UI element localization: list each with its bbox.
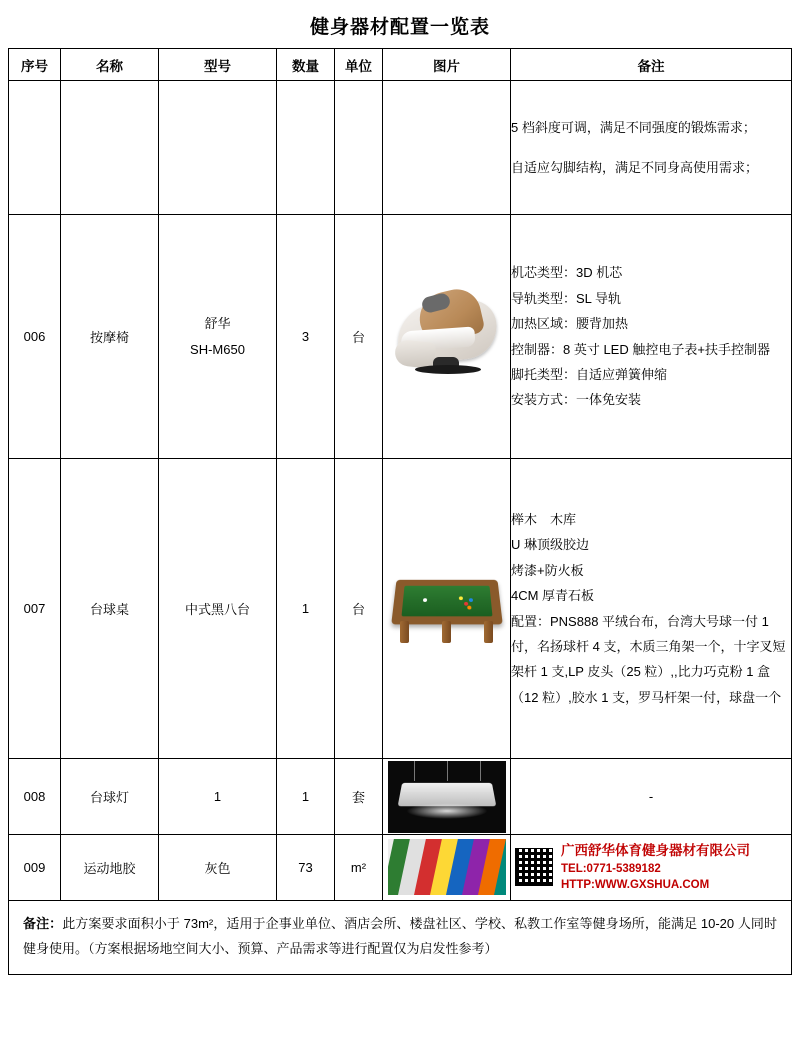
header-model: 型号 [159, 49, 277, 81]
header-note: 备注 [511, 49, 792, 81]
cell-qty [277, 81, 335, 215]
footer-note [8, 901, 792, 975]
cell-name: 按摩椅 [61, 215, 159, 459]
cell-unit: 套 [335, 759, 383, 835]
note-line: 机芯类型：3D 机芯 [511, 265, 623, 281]
cell-seq: 006 [9, 215, 61, 459]
cell-model: 中式黑八台 [159, 459, 277, 759]
cell-image [383, 835, 511, 901]
cell-unit: 台 [335, 215, 383, 459]
note-line: 4CM 厚青石板 [511, 588, 595, 604]
cell-qty: 73 [277, 835, 335, 901]
cell-image [383, 759, 511, 835]
note-line: 控制器：8 英寸 LED 触控电子表+扶手控制器 [511, 341, 770, 357]
note-line: 榉木 木库 [511, 512, 577, 528]
cell-qty: 3 [277, 215, 335, 459]
header-unit: 单位 [335, 49, 383, 81]
equipment-table [8, 48, 792, 901]
pool-table-icon [388, 565, 506, 653]
pool-lamp-icon [388, 761, 506, 833]
cell-note [511, 459, 792, 759]
table-row [9, 835, 792, 901]
note-line: 自适应勾脚结构，满足不同身高使用需求； [511, 159, 759, 175]
company-url[interactable]: HTTP:WWW.GXSHUA.COM [561, 879, 710, 892]
header-name: 名称 [61, 49, 159, 81]
table-row [9, 459, 792, 759]
cell-company-info [511, 835, 792, 901]
cell-unit [335, 81, 383, 215]
page-title: 健身器材配置一览表 [309, 17, 490, 38]
qr-code-icon [515, 848, 553, 886]
note-line: 安装方式：一体免安装 [511, 392, 642, 408]
table-row [9, 215, 792, 459]
cell-qty: 1 [277, 459, 335, 759]
note-line: U 琳顶级胶边 [511, 537, 590, 553]
cell-model: 1 [159, 759, 277, 835]
cell-model [159, 81, 277, 215]
table-row [9, 81, 792, 215]
header-image: 图片 [383, 49, 511, 81]
cell-qty: 1 [277, 759, 335, 835]
cell-name: 台球灯 [61, 759, 159, 835]
cell-unit: m² [335, 835, 383, 901]
note-line: 加热区域：腰背加热 [511, 316, 629, 332]
model-line-2: SH-M650 [190, 341, 245, 357]
table-header-row [9, 49, 792, 81]
sports-flooring-icon [388, 839, 506, 895]
header-qty: 数量 [277, 49, 335, 81]
cell-note: - [511, 759, 792, 835]
cell-unit: 台 [335, 459, 383, 759]
cell-model: 灰色 [159, 835, 277, 901]
cell-name: 运动地胶 [61, 835, 159, 901]
cell-name [61, 81, 159, 215]
cell-seq [9, 81, 61, 215]
cell-seq: 008 [9, 759, 61, 835]
note-line: 烤漆+防火板 [511, 562, 584, 578]
company-name: 广西舒华体育健身器材有限公司 [561, 843, 750, 858]
company-tel: TEL:0771-5389182 [561, 862, 661, 875]
footer-label: 备注： [23, 915, 63, 931]
note-line: 脚托类型：自适应弹簧伸缩 [511, 366, 668, 382]
massage-chair-icon [389, 281, 505, 393]
cell-note [511, 215, 792, 459]
cell-seq: 009 [9, 835, 61, 901]
note-line: 导轨类型：SL 导轨 [511, 290, 622, 306]
cell-note [511, 81, 792, 215]
cell-image [383, 215, 511, 459]
cell-model [159, 215, 277, 459]
cell-seq: 007 [9, 459, 61, 759]
header-seq: 序号 [9, 49, 61, 81]
cell-image [383, 81, 511, 215]
footer-text: 此方案要求面积小于 73m²，适用于企事业单位、酒店会所、楼盘社区、学校、私教工作室等健身场所，能满足 10-20 人同时健身使用。（方案根据场地空间大小、预算、产品需求等进行配置仅为启发性参考） [23, 915, 777, 957]
table-row [9, 759, 792, 835]
note-line: 配置：PNS888 平绒台布，台湾大号球一付 1 付，名扬球杆 4 支，木质三角架一个，十字叉短架杆 1 支,LP 皮头（25 粒）,,比力巧克粉 1 盒（12 粒）,胶水 1 支，罗马杆架一付，球盘一个 [511, 613, 786, 705]
cell-image [383, 459, 511, 759]
note-line: 5 档斜度可调，满足不同强度的锻炼需求； [511, 120, 756, 136]
model-line-1: 舒华 [204, 315, 231, 331]
cell-name: 台球桌 [61, 459, 159, 759]
